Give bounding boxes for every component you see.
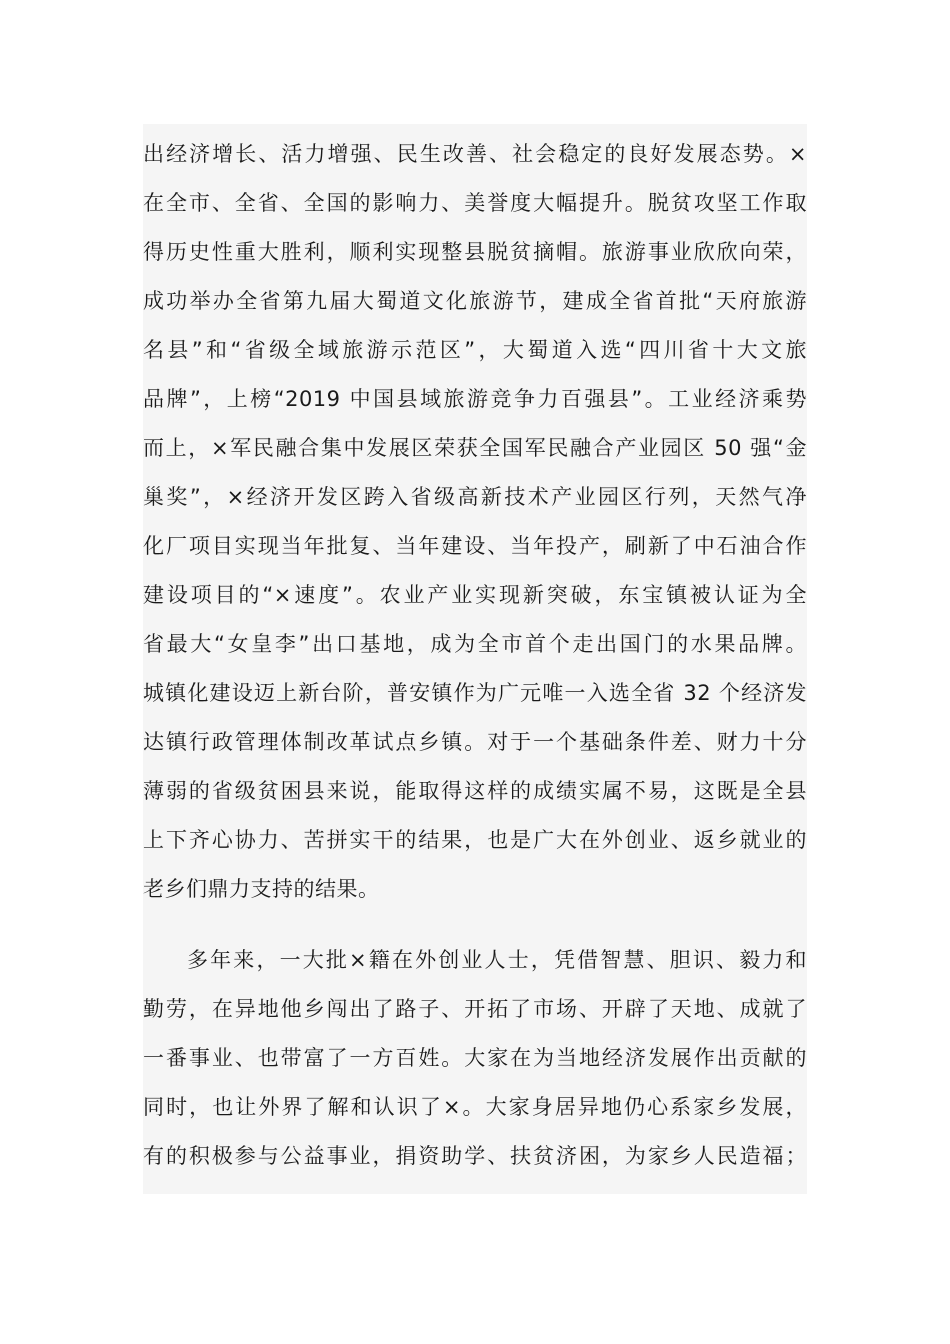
document-body [143, 124, 807, 1194]
text-line: 成功举办全省第九届大蜀道文化旅游节，建成全省首批“天府旅游 [143, 289, 807, 313]
text-line: 老乡们鼎力支持的结果。 [143, 877, 380, 901]
text-line: 薄弱的省级贫困县来说，能取得这样的成绩实属不易，这既是全县 [143, 779, 807, 803]
text-line: 城镇化建设迈上新台阶，普安镇作为广元唯一入选全省 32 个经济发 [143, 681, 807, 705]
text-line: 多年来，一大批×籍在外创业人士，凭借智慧、胆识、毅力和 [187, 948, 807, 972]
text-line: 名县”和“省级全域旅游示范区”，大蜀道入选“四川省十大文旅 [143, 338, 807, 362]
text-line: 而上，×军民融合集中发展区荣获全国军民融合产业园区 50 强“金 [143, 436, 807, 460]
text-line: 上下齐心协力、苦拼实干的结果，也是广大在外创业、返乡就业的 [143, 828, 807, 852]
paragraph-gap [143, 914, 807, 936]
text-line: 有的积极参与公益事业，捐资助学、扶贫济困，为家乡人民造福； [143, 1144, 807, 1168]
text-line: 省最大“女皇李”出口基地，成为全市首个走出国门的水果品牌。 [143, 632, 807, 656]
text-line: 得历史性重大胜利，顺利实现整县脱贫摘帽。旅游事业欣欣向荣， [143, 240, 807, 264]
text-line: 化厂项目实现当年批复、当年建设、当年投产，刷新了中石油合作 [143, 534, 807, 558]
text-line: 在全市、全省、全国的影响力、美誉度大幅提升。脱贫攻坚工作取 [143, 191, 807, 215]
text-line: 出经济增长、活力增强、民生改善、社会稳定的良好发展态势。× [143, 142, 807, 166]
text-line: 品牌”，上榜“2019 中国县域旅游竞争力百强县”。工业经济乘势 [143, 387, 807, 411]
text-line: 一番事业、也带富了一方百姓。大家在为当地经济发展作出贡献的 [143, 1046, 807, 1070]
text-line: 同时，也让外界了解和认识了×。大家身居异地仍心系家乡发展， [143, 1095, 807, 1119]
text-line: 巢奖”，×经济开发区跨入省级高新技术产业园区行列，天然气净 [143, 485, 807, 509]
text-line: 建设项目的“×速度”。农业产业实现新突破，东宝镇被认证为全 [143, 583, 807, 607]
text-line: 勤劳，在异地他乡闯出了路子、开拓了市场、开辟了天地、成就了 [143, 997, 807, 1021]
text-line: 达镇行政管理体制改革试点乡镇。对于一个基础条件差、财力十分 [143, 730, 807, 754]
